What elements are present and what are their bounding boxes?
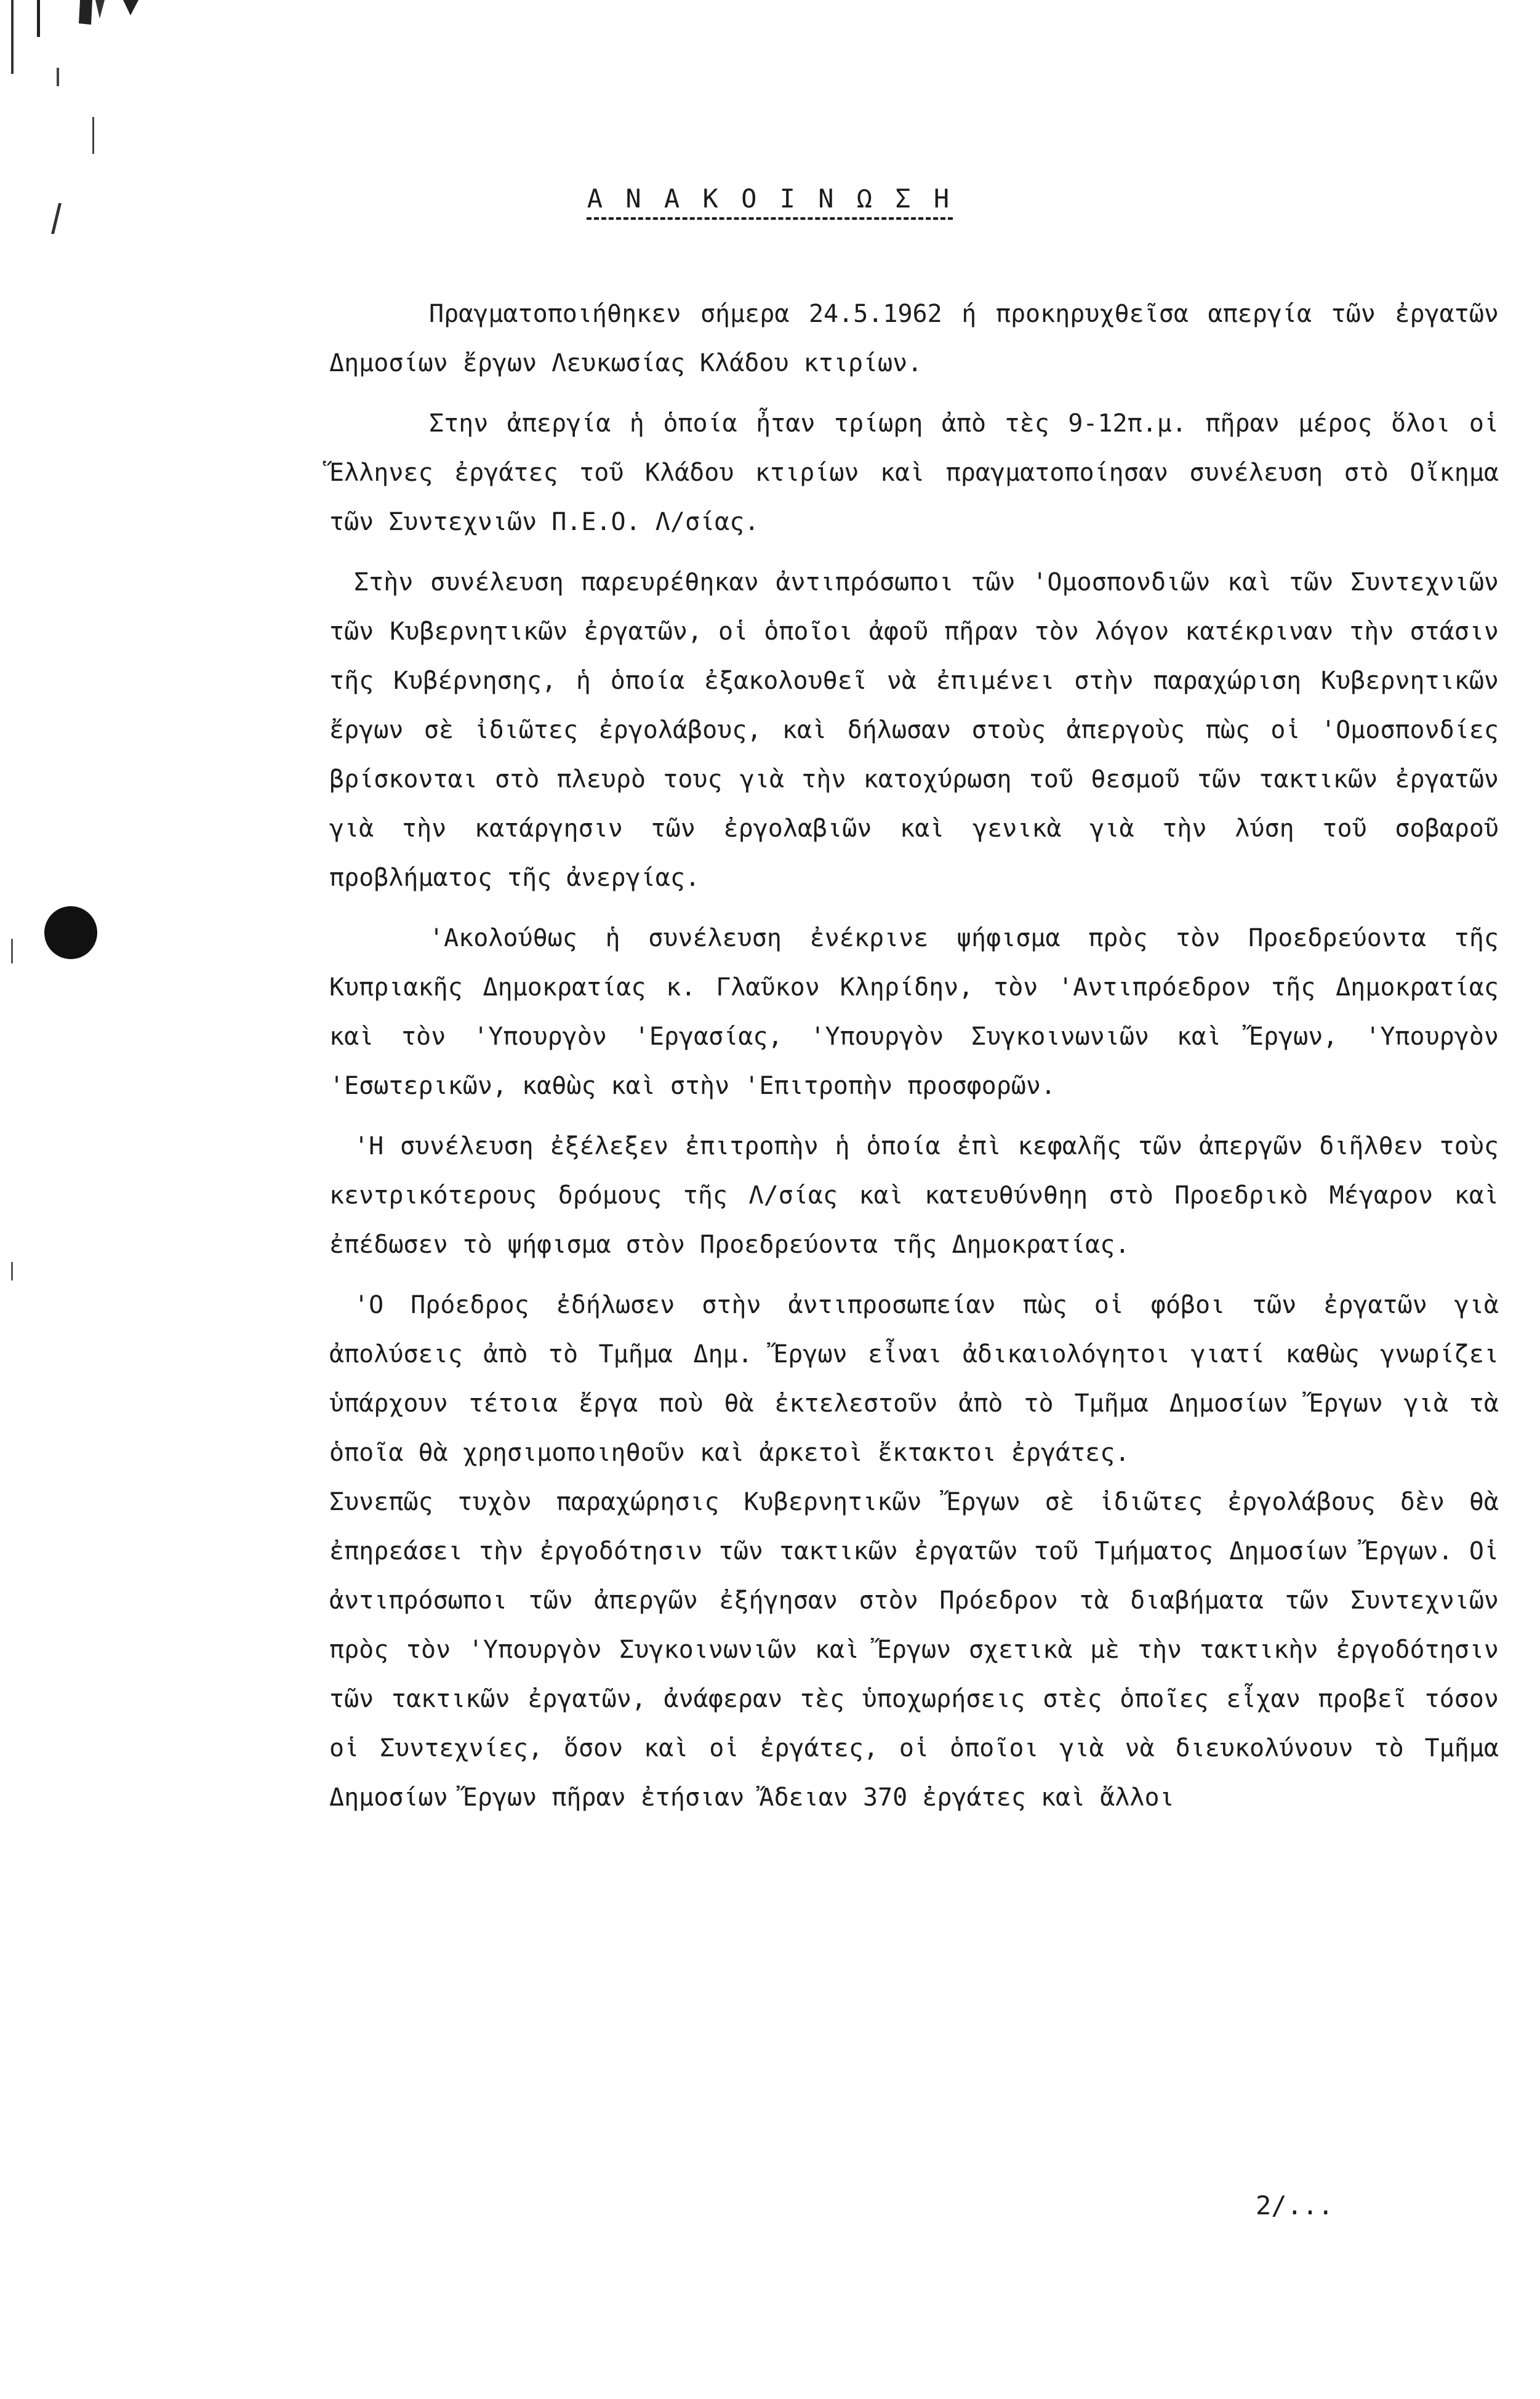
margin-mark <box>11 1262 13 1280</box>
document-body <box>329 289 1499 1822</box>
document-title: Α Ν Α Κ Ο Ι Ν Ω Σ Η <box>587 183 953 214</box>
punch-hole-mark <box>44 906 97 959</box>
paragraph: Στὴν συνέλευση παρευρέθηκαν ἀντιπρόσωποι τῶν 'Ομοσπονδιῶν καὶ τῶν Συντεχνιῶν τῶν Κυβερνητικῶν ἐργατῶν, οἱ ὁποῖοι ἀφοῦ πῆραν τὸν λόγον κατέκριναν τὴν στάσιν τῆς Κυβέρνησης, ἡ ὁποία ἐξακολουθεῖ νὰ ἐπιμένει στὴν παραχώριση Κυβερνητικῶν ἔργων σὲ ἰδιῶτες ἐργολάβους, καὶ δήλωσαν στοὺς ἀπεργοὺς πὼς οἱ 'Ομοσπονδίες βρίσκονται στὸ πλευρὸ τους γιὰ τὴν κατοχύρωση τοῦ θεσμοῦ τῶν τακτικῶν ἐργατῶν γιὰ τὴν κατάργησιν τῶν ἐργολαβιῶν καὶ γενικὰ γιὰ τὴν λύση τοῦ σοβαροῦ προβλήματος τῆς ἀνεργίας. <box>329 568 1499 892</box>
scan-edge-marks <box>0 0 185 259</box>
paragraph: 'Ακολούθως ἡ συνέλευση ἐνέκρινε ψήφισμα πρὸς τὸν Προεδρεύοντα τῆς Κυπριακῆς Δημοκρατίας κ. Γλαῦκον Κληρίδην, τὸν 'Αντιπρόεδρον τῆς Δημοκρατίας καὶ τὸν 'Υπουργὸν 'Εργασίας, 'Υπουργὸν Συγκοινωνιῶν καὶ Ἔργων, 'Υπουργὸν 'Εσωτερικῶν, καθὼς καὶ στὴν 'Επιτροπὴν προσφορῶν. <box>329 924 1499 1100</box>
margin-mark <box>11 939 13 963</box>
paragraph: 'Η συνέλευση ἐξέλεξεν ἐπιτροπὴν ἡ ὁποία ἐπὶ κεφαλῆς τῶν ἀπεργῶν διῆλθεν τοὺς κεντρικότερους δρόμους τῆς Λ/σίας καὶ κατευθύνθηη στὸ Προεδρικὸ Μέγαρον καὶ ἐπέδωσεν τὸ ψήφισμα στὸν Προεδρεύοντα τῆς Δημοκρατίας. <box>329 1132 1499 1259</box>
paragraph: Συνεπῶς τυχὸν παραχώρησις Κυβερνητικῶν Ἔργων σὲ ἰδιῶτες ἐργολάβους δὲν θὰ ἐπηρεάσει τὴν ἐργοδότησιν τῶν τακτικῶν ἐργατῶν τοῦ Τμήματος Δημοσίων Ἔργων. Οἱ ἀντιπρόσωποι τῶν ἀπεργῶν ἐξήγησαν στὸν Πρόεδρον τὰ διαβήματα τῶν Συντεχνιῶν πρὸς τὸν 'Υπουργὸν Συγκοινωνιῶν καὶ Ἔργων σχετικὰ μὲ τὴν τακτικὴν ἐργοδότησιν τῶν τακτικῶν ἐργατῶν, ἀνάφεραν τὲς ὑποχωρήσεις στὲς ὁποῖες εἶχαν προβεῖ τόσον οἱ Συντεχνίες, ὅσον καὶ οἱ ἐργάτες, οἱ ὁποῖοι γιὰ νὰ διευκολύνουν τὸ Τμῆμα Δημοσίων Ἔργων πῆραν ἐτήσιαν Ἄδειαν 370 ἐργάτες καὶ ἄλλοι <box>329 1488 1499 1812</box>
paragraph: Πραγματοποιήθηκεν σήμερα 24.5.1962 ή προκηρυχθεῖσα απεργία τῶν ἐργατῶν Δημοσίων ἔργων Λευκωσίας Κλάδου κτιρίων. <box>329 300 1499 377</box>
paragraph: 'Ο Πρόεδρος ἐδήλωσεν στὴν ἀντιπροσωπείαν πὼς οἱ φόβοι τῶν ἐργατῶν γιὰ ἀπολύσεις ἀπὸ τὸ Τμῆμα Δημ. Ἔργων εἶναι ἀδικαιολόγητοι γιατί καθὼς γνωρίζει ὑπάρχουν τέτοια ἔργα ποὺ θὰ ἐκτελεστοῦν ἀπὸ τὸ Τμῆμα Δημοσίων Ἔργων γιὰ τὰ ὁποῖα θὰ χρησιμοποιηθοῦν καὶ ἀρκετοὶ ἔκτακτοι ἐργάτες. <box>329 1291 1499 1467</box>
page-number: 2/... <box>1256 2190 1334 2220</box>
paragraph: Στην ἀπεργία ἡ ὁποία ἦταν τρίωρη ἀπὸ τὲς 9-12π.μ. πῆραν μέρος ὅλοι οἱ Ἕλληνες ἐργάτες τοῦ Κλάδου κτιρίων καὶ πραγματοποίησαν συνέλευση στὸ Οἴκημα τῶν Συντεχνιῶν Π.Ε.Ο. Λ/σίας. <box>329 409 1499 536</box>
